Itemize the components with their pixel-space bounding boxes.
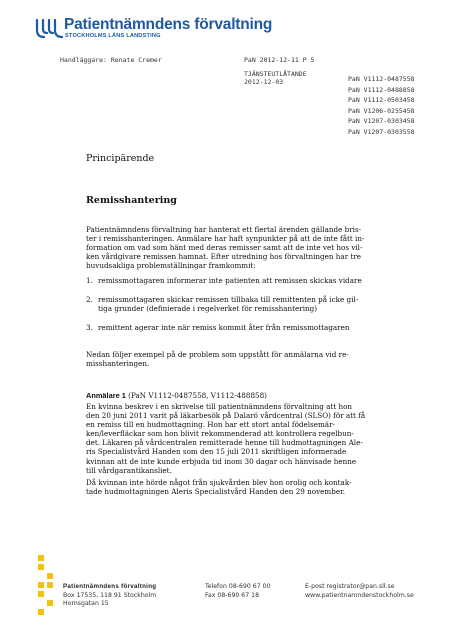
footer-address-line: Hornsgatan 15 — [63, 600, 109, 608]
footer-phone-fax — [205, 583, 271, 600]
anmalare-heading — [86, 391, 267, 400]
footer-org-name: Patientnämndens förvaltning — [63, 583, 157, 590]
text-line: huvudsakliga problemställningar framkommit: — [86, 261, 256, 271]
brand-subtitle: STOCKHOLMS LÄNS LANDSTING — [65, 33, 161, 39]
text-line: formation om vad som hänt med deras remisser samt att de inte vet hos vil- — [86, 243, 363, 253]
anmalare-refs: (PaN V1112-0487558, V1112-488858) — [125, 391, 267, 400]
document-date: 2012-12-03 — [244, 78, 284, 86]
text-line: ter i remisshanteringen. Anmälare har haft synpunkter på att de inte fått in- — [86, 234, 365, 244]
anmalare-label: Anmälare 1 — [86, 391, 126, 400]
text-line: ken/leverfläckar som hon blivit rekommenderad att kontrollera regelbun- — [86, 429, 354, 439]
case-number-list — [348, 75, 415, 139]
intro-paragraph — [86, 225, 368, 270]
text-line: till vårdgarantikansliet. — [86, 465, 172, 475]
heading-principarende: Principärende — [86, 153, 155, 164]
list-item: 1. remissmottagaren informerar inte patienten att remissen skickas vidare — [86, 276, 362, 285]
case-paragraph-1 — [86, 402, 368, 475]
text-line: ken vårdgivare remissen hamnat. Efter utredning hos förvaltningen har tre — [86, 252, 362, 262]
case-number: PaN V1207-0303558 — [348, 127, 415, 136]
case-number: PaN V1206-0255458 — [348, 106, 415, 115]
footer-address-line: Box 17535, 118 91 Stockholm — [63, 591, 157, 599]
text-line: tade hudmottagningen Aleris Specialistvård Handen den 29 november. — [86, 487, 346, 497]
text-line: ris Specialistvård Handen som den 15 juli 2011 skriftligen informerade — [86, 447, 347, 457]
footer-contact — [305, 583, 414, 600]
case-number: PaN V1207-0303458 — [348, 117, 415, 126]
footer-address — [63, 583, 156, 609]
heading-remisshantering: Remisshantering — [86, 195, 177, 206]
list-item: 2. remissmottagaren skickar remissen tillbaka till remittenten på icke gil- tiga grunder (definierade i regelverket för remisshantering) — [86, 295, 359, 314]
decorative-squares-icon — [38, 555, 54, 615]
handlaggare: Handläggare: Renate Cremer — [60, 56, 162, 64]
example-paragraph — [86, 350, 368, 368]
document-type: TJÄNSTEUTLÅTANDE — [244, 70, 307, 78]
case-number: PaN V1112-0487558 — [348, 75, 415, 83]
brand-name: Patientnämndens förvaltning — [64, 16, 273, 33]
text-line: den 20 juni 2011 varit på läkarbesök på Dalarö vårdcentral (SLSO) för att få — [86, 411, 366, 421]
text-line: Då kvinnan inte hörde något från sjukvården blev hon orolig och kontak- — [86, 478, 352, 487]
text-line: en remiss till en hudmottagning. Hon har ett stort antal födelsemär- — [86, 420, 335, 430]
case-paragraph-2 — [86, 478, 368, 496]
footer-fax: Fax 08-690 67 18 — [205, 591, 260, 599]
footer-web: www.patientnamndenstockholm.se — [305, 591, 414, 599]
text-line: det. Läkaren på vårdcentralen remitterade henne till hudmottagningen Ale- — [86, 438, 363, 448]
text-line: Patientnämndens förvaltning har hanterat ett flertal ärenden gällande bris- — [86, 225, 362, 234]
case-number: PaN V1112-0503458 — [348, 96, 415, 105]
text-line: En kvinna beskrev i en skrivelse till patientnämndens förvaltning att hon — [86, 402, 353, 411]
text-line: Nedan följer exempel på de problem som uppstått för anmälarna vid re- — [86, 350, 349, 359]
text-line: misshanteringen. — [86, 359, 150, 369]
reference: PaN 2012-12-11 P 5 — [244, 56, 315, 64]
pn-logo-icon — [33, 18, 63, 40]
list-item: 3. remittent agerar inte när remiss kommit åter från remissmottagaren — [86, 323, 350, 332]
text-line: kvinnan att de inte kunde erbjuda tid inom 30 dagar och hänvisade henne — [86, 456, 357, 466]
footer-phone: Telefon 08-690 67 00 — [205, 583, 271, 590]
footer-email: E-post registrator@pan.sll.se — [305, 583, 395, 590]
case-number: PaN V1112-0488858 — [348, 85, 415, 94]
